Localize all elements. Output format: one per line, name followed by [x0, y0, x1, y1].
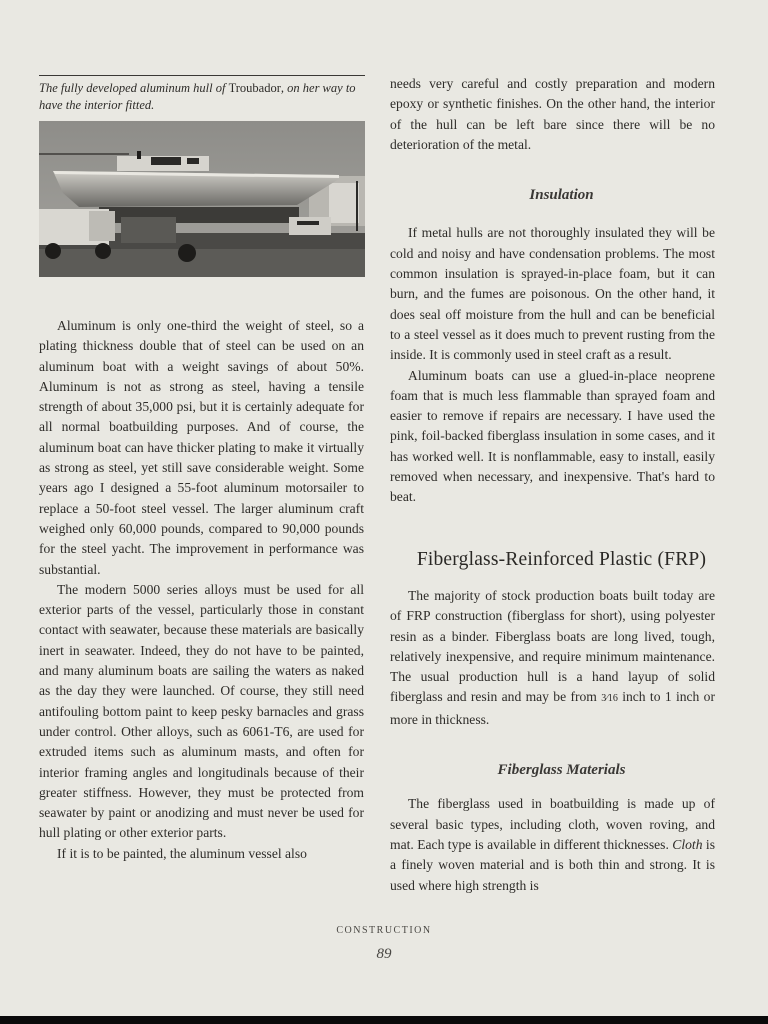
paragraph: If it is to be painted, the aluminum vessel also: [57, 845, 307, 861]
heading-insulation: Insulation: [529, 187, 594, 204]
frp-text-end: inch to 1 inch or more in thickness.: [390, 689, 715, 727]
section-label: CONSTRUCTION: [336, 925, 432, 936]
caption-text-start: The fully developed aluminum hull of: [39, 81, 229, 95]
materials-text-start: The fiberglass used in boatbuilding is made up of several basic types, including cloth, woven roving, and mat. Each type is available in different thicknesses.: [390, 796, 715, 852]
boat-hull-photo: [39, 121, 365, 277]
caption-rule: [39, 75, 365, 76]
paragraph: If metal hulls are not thoroughly insulated they will be cold and noisy and have condensation problems. The most common insulation is sprayed-in-place foam, but it can burn, and the fumes are poisonous. On the other hand, it does seal off moisture from the hull and can be beneficial to a steel vessel as it does much to prevent rusting from the inside. It is commonly used in steel craft as a result.: [390, 225, 715, 363]
left-column: [39, 316, 364, 864]
boat-hull-photo-icon: [39, 121, 365, 277]
paragraph: Aluminum boats can use a glued-in-place neoprene foam that is much less flammable than sprayed foam and easier to remove if repairs are necessary. I have used the pink, foil-backed fiberglass insulation in some cases, and it has worked well. It is nonflammable, easy to install, easily removed when necessary, and inexpensive. That's hard to beat.: [390, 367, 715, 505]
scan-edge: [0, 1016, 768, 1024]
caption-boat-name: Troubador: [228, 81, 281, 95]
thickness-fraction: 3⁄16: [601, 693, 618, 705]
page-number: 89: [376, 946, 392, 962]
term-cloth: Cloth: [672, 836, 703, 852]
paragraph: [390, 586, 715, 730]
frp-text-start: The majority of stock production boats built today are of FRP construction (fiberglass for short), using polyester resin as a binder. Fiberglass boats are long lived, tough, relatively inexpensive, and require minimum maintenance. The usual production hull is a hand layup of solid fiberglass and resin and may be from: [390, 587, 715, 705]
photo-caption: [39, 80, 365, 114]
caption-text-end: , on her way to have the interior fitted.: [39, 81, 356, 112]
paragraph: The modern 5000 series alloys must be used for all exterior parts of the vessel, particularly those in constant contact with seawater, because these materials are basically inert in seawater. Indeed, they do not have to be painted, and many aluminum boats are sailing the waters as naked as the day they were launched. Of course, they still need antifouling bottom paint to keep pesky barnacles and grass under control. Other alloys, such as 6061-T6, are used for extruded items such as aluminum masts, and often for interior framing angles and longitudinals because of their greater stiffness. However, they must be protected from seawater by paint or anodizing and must never be used for hull plating or other exterior parts.: [39, 581, 364, 841]
heading-frp: Fiberglass-Reinforced Plastic (FRP): [416, 548, 707, 570]
paragraph: Aluminum is only one-third the weight of steel, so a plating thickness double that of steel can be used on an aluminum boat with a weight savings of about 50%. Aluminum is not as strong as steel, having a tensile strength of about 35,000 psi, but it is certainly adequate for all normal boatbuilding purposes. And of course, the aluminum boat can have thicker plating to make it virtually as strong as steel, yet still save considerable weight. Some years ago I designed a 55-foot aluminum motorsailer to replace a 50-foot steel vessel. The larger aluminum craft weighed only 60,000 pounds, compared to 90,000 pounds for the steel yacht. The improvement in performance was substantial.: [39, 318, 364, 577]
heading-fiberglass-materials: Fiberglass Materials: [497, 762, 626, 779]
materials-text-end: is a finely woven material and is both thin and strong. It is used where high strength is: [390, 836, 716, 893]
right-column: [390, 74, 715, 896]
paragraph: needs very careful and costly preparation and modern epoxy or synthetic finishes. On the other hand, the interior of the hull can be left bare since there will be no deterioration of the metal.: [390, 76, 715, 152]
paragraph: [390, 794, 715, 895]
